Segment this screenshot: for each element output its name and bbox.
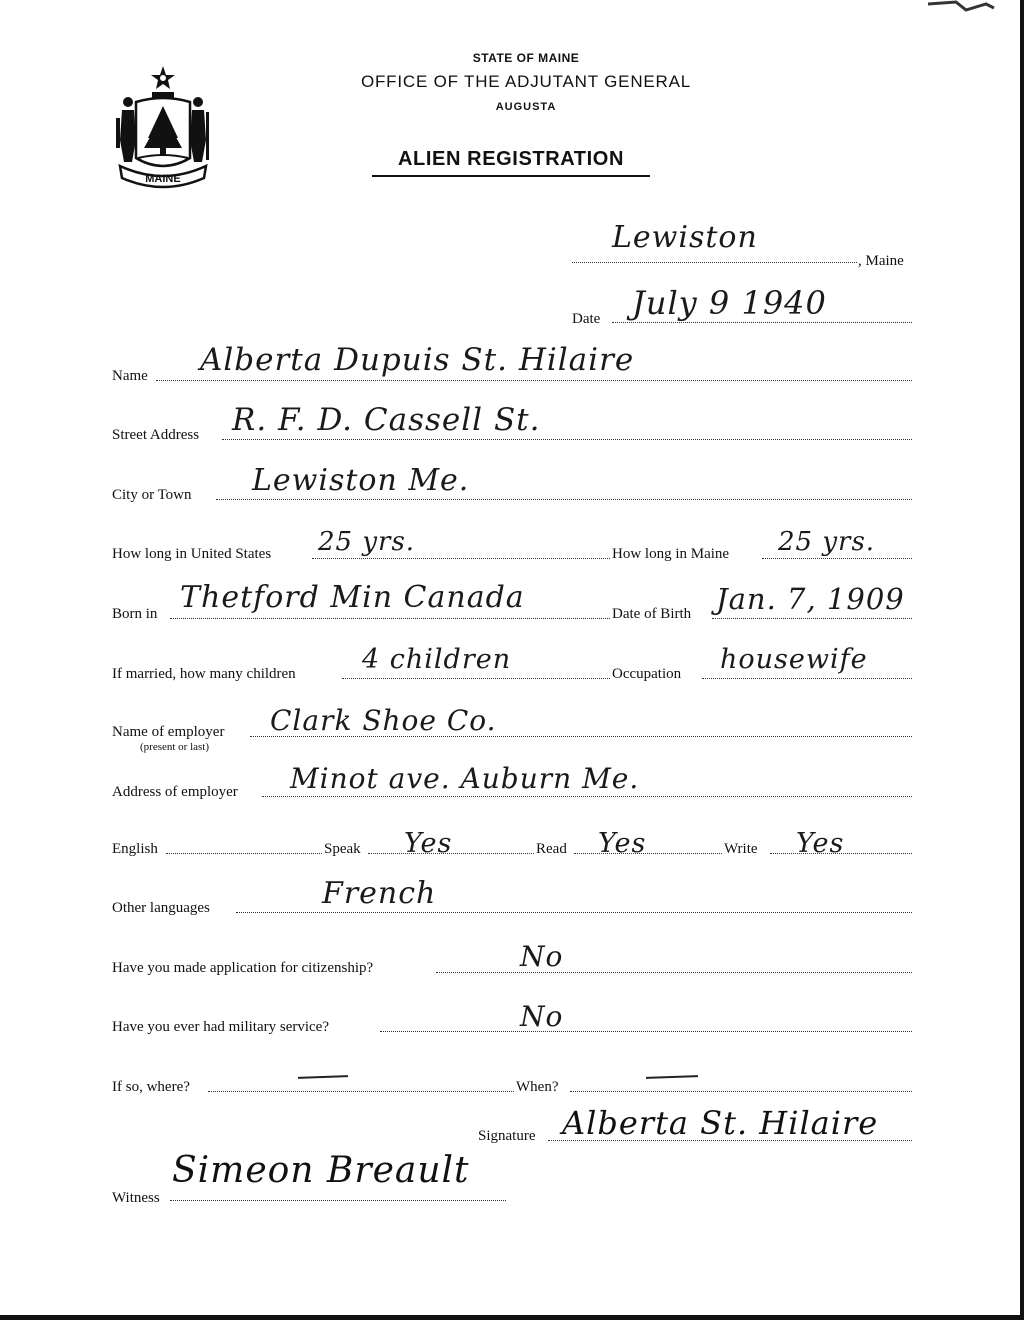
employer-name-sublabel: (present or last) [140, 741, 210, 753]
citizenship-label: Have you made application for citizenship? [112, 960, 374, 976]
read-value: Yes [598, 828, 647, 859]
employer-address-value: Minot ave. Auburn Me. [290, 762, 640, 795]
born-in-line [170, 618, 610, 619]
how-long-maine-line [762, 558, 912, 559]
born-in-label: Born in [112, 606, 158, 622]
write-value: Yes [796, 828, 845, 859]
how-long-us-line [312, 558, 610, 559]
witness-value: Simeon Breault [172, 1150, 470, 1191]
how-long-us-label: How long in United States [112, 546, 272, 562]
scan-edge-right [1020, 0, 1024, 1320]
name-line [156, 380, 912, 381]
date-label: Date [572, 311, 601, 327]
english-label: English [112, 841, 158, 857]
place-value: Lewiston [612, 220, 758, 255]
if-so-where-label: If so, where? [112, 1079, 190, 1095]
name-label: Name [112, 368, 148, 384]
employer-address-label: Address of employer [112, 784, 238, 800]
military-label: Have you ever had military service? [112, 1019, 329, 1035]
how-long-maine-label: How long in Maine [612, 546, 730, 562]
place-line [572, 262, 857, 263]
city-line [216, 499, 912, 500]
scan-corner-mark [926, 0, 996, 18]
date-value: July 9 1940 [632, 284, 827, 322]
occupation-label: Occupation [612, 666, 682, 682]
city-value: Lewiston Me. [252, 463, 470, 498]
when-line [570, 1091, 912, 1092]
english-line [166, 853, 322, 854]
other-languages-value: French [322, 876, 437, 911]
form-title-underline [372, 175, 650, 177]
speak-label: Speak [324, 841, 361, 857]
how-long-us-value: 25 yrs. [318, 527, 416, 557]
street-address-value: R. F. D. Cassell St. [232, 402, 541, 438]
witness-line [170, 1200, 506, 1201]
signature-label: Signature [478, 1128, 536, 1144]
speak-value: Yes [404, 828, 453, 859]
other-languages-label: Other languages [112, 900, 210, 916]
date-of-birth-line [712, 618, 912, 619]
when-label: When? [516, 1079, 559, 1095]
header-office: OFFICE OF THE ADJUTANT GENERAL [360, 72, 692, 91]
how-long-maine-value: 25 yrs. [778, 527, 876, 557]
employer-name-value: Clark Shoe Co. [270, 704, 497, 737]
seal-banner-text: MAINE [145, 173, 181, 185]
employer-name-label: Name of employer [112, 724, 225, 740]
scan-edge-bottom [0, 1315, 1024, 1320]
signature-value: Alberta St. Hilaire [562, 1104, 879, 1142]
street-address-line [222, 439, 912, 440]
read-label: Read [536, 841, 567, 857]
citizenship-line [436, 972, 912, 973]
born-in-value: Thetford Min Canada [180, 580, 525, 615]
name-value: Alberta Dupuis St. Hilaire [200, 342, 635, 378]
city-label: City or Town [112, 487, 192, 503]
other-languages-line [236, 912, 912, 913]
place-suffix: , Maine [858, 253, 904, 269]
street-address-label: Street Address [112, 427, 200, 443]
military-value: No [520, 1000, 564, 1033]
when-dash [646, 1075, 698, 1079]
write-label: Write [724, 841, 758, 857]
if-so-where-dash [298, 1075, 348, 1079]
form-title: ALIEN REGISTRATION [398, 148, 624, 170]
date-of-birth-label: Date of Birth [612, 606, 692, 622]
children-value: 4 children [362, 644, 512, 675]
date-of-birth-value: Jan. 7, 1909 [716, 582, 905, 616]
citizenship-value: No [520, 940, 564, 973]
header-state: STATE OF MAINE [472, 51, 580, 65]
header-city: AUGUSTA [495, 101, 557, 113]
military-line [380, 1031, 912, 1032]
date-line [612, 322, 912, 323]
children-line [342, 678, 610, 679]
occupation-value: housewife [720, 644, 868, 675]
read-line [574, 853, 722, 854]
employer-address-line [262, 796, 912, 797]
witness-label: Witness [112, 1190, 160, 1206]
children-label: If married, how many children [112, 666, 296, 682]
occupation-line [702, 678, 912, 679]
if-so-where-line [208, 1091, 514, 1092]
